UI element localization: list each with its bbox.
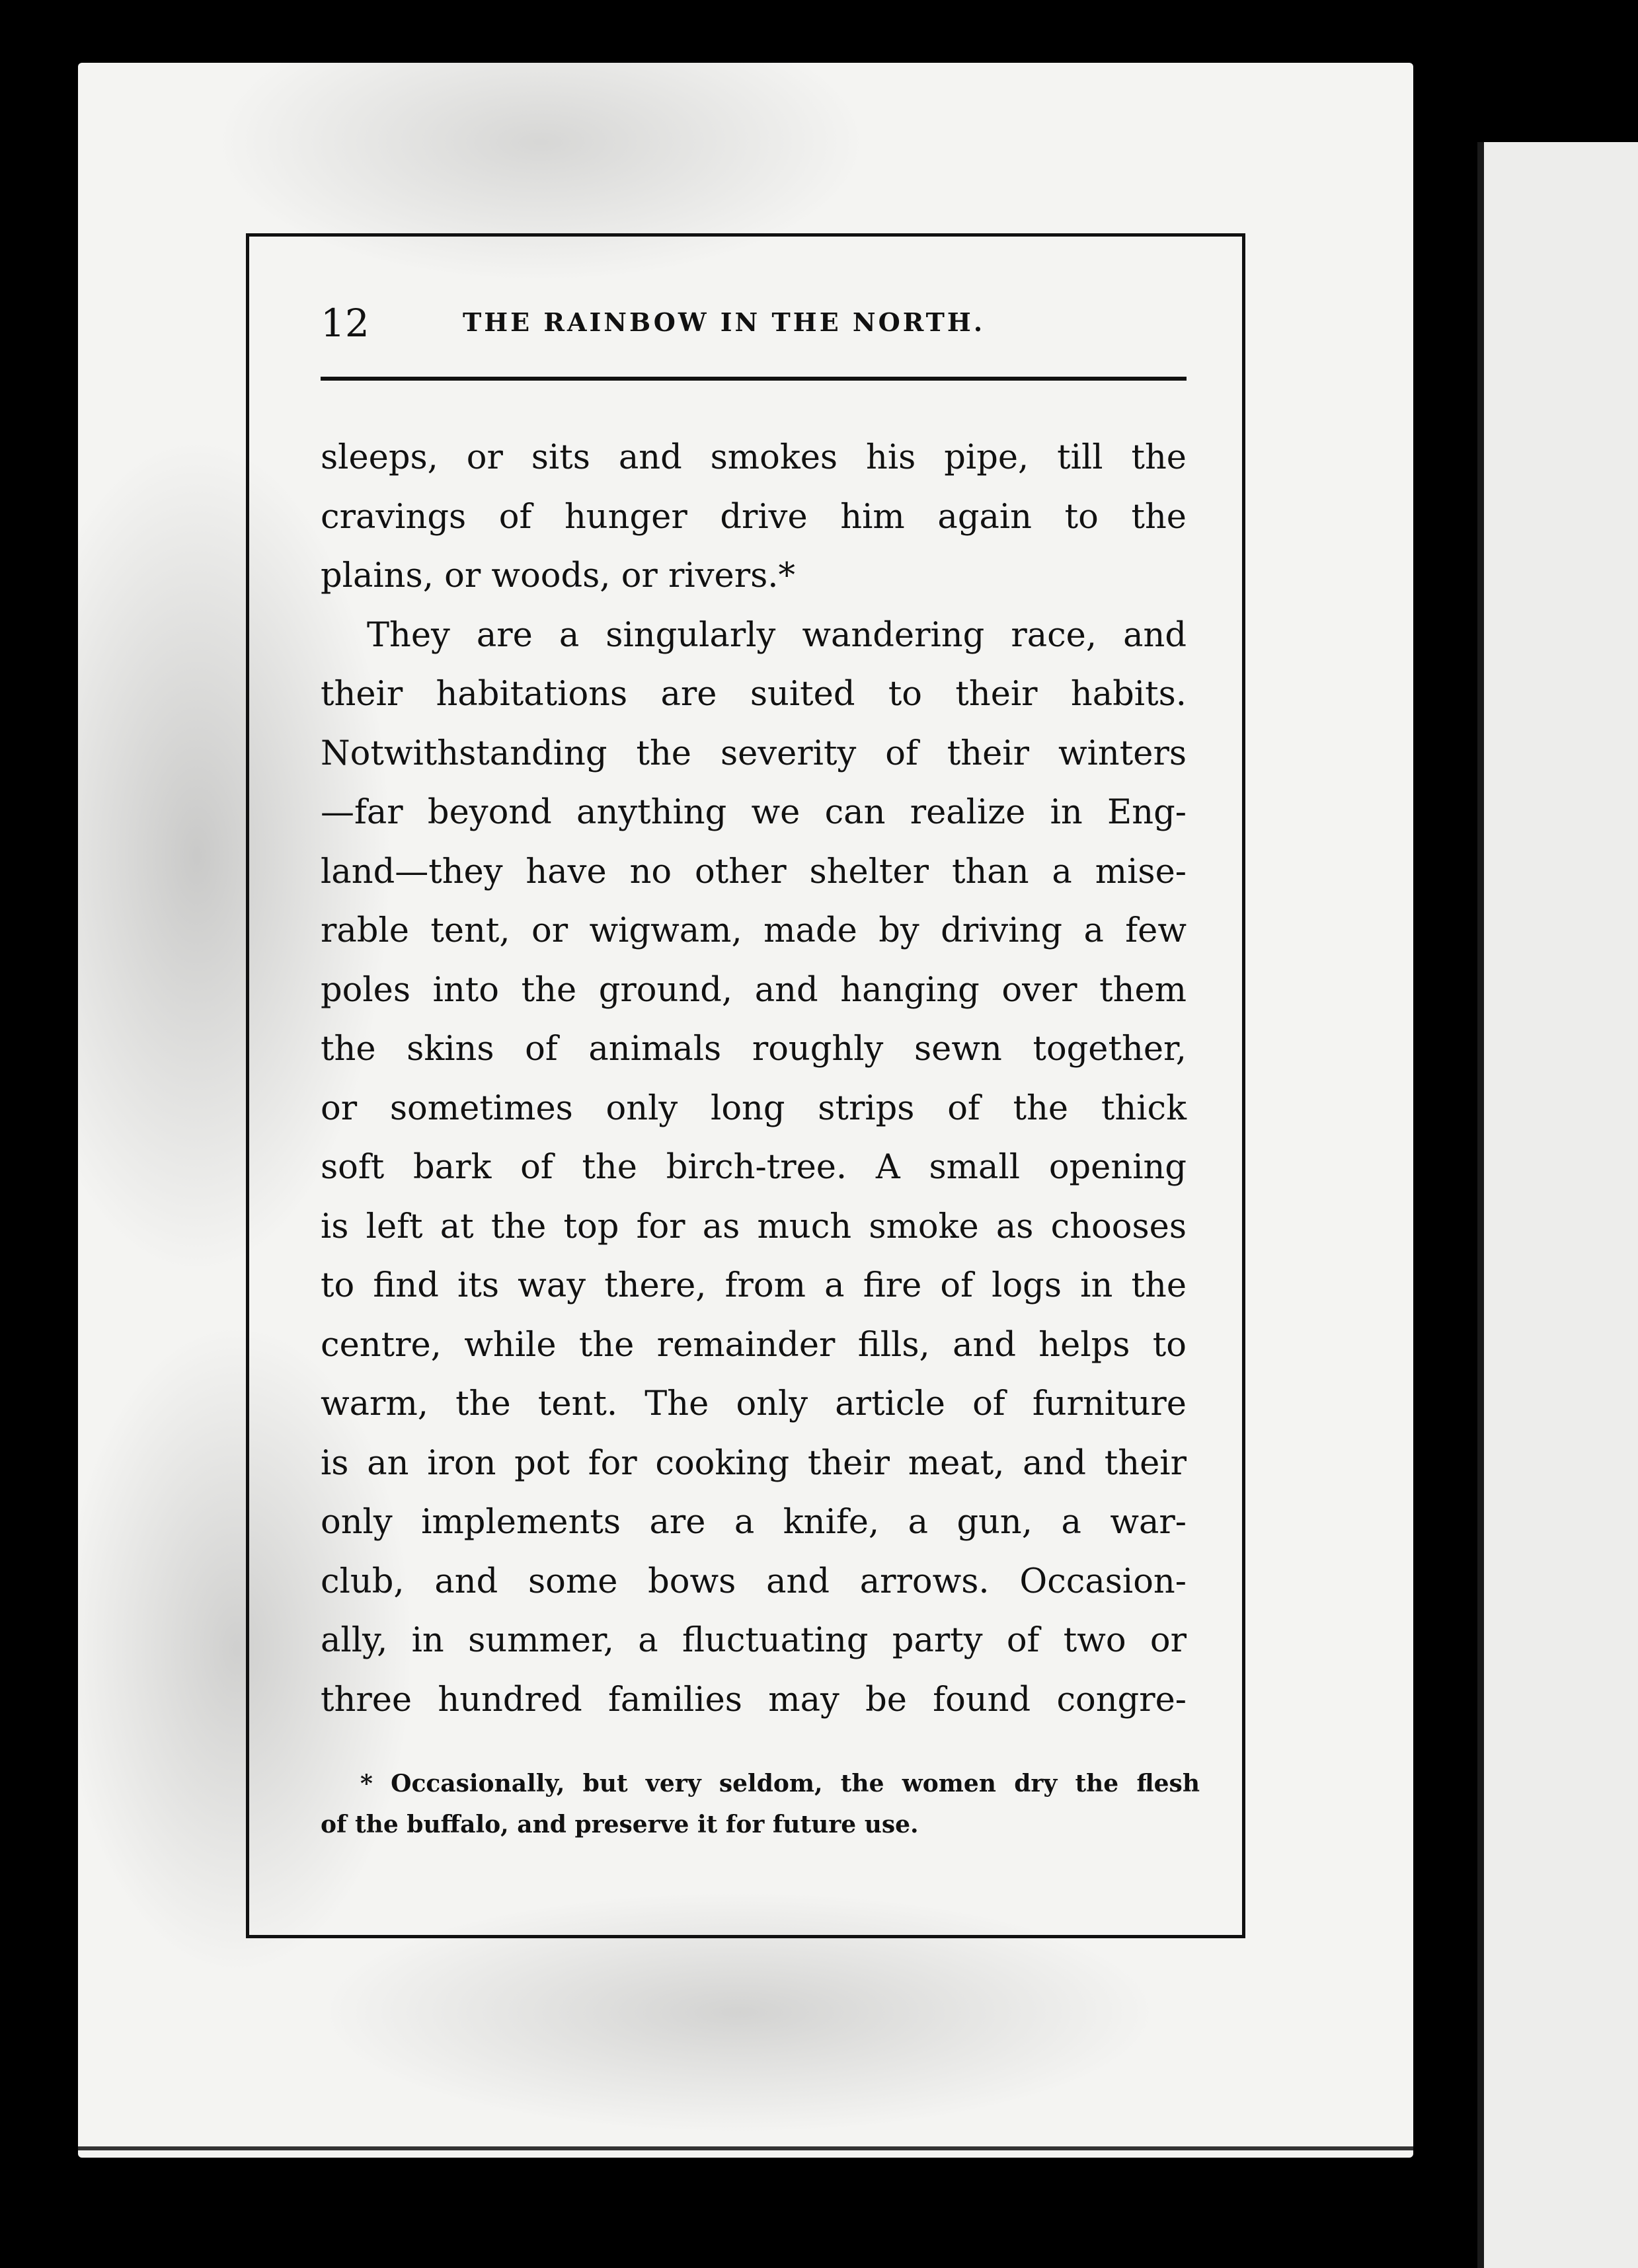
- text-line: ally, in summer, a fluctuating party of two or: [321, 1621, 1187, 1660]
- text-line: cravings of hunger drive him again to the: [321, 497, 1187, 537]
- body-text: [321, 428, 1187, 1729]
- text-line: warm, the tent. The only article of furniture: [321, 1384, 1187, 1423]
- text-line: land—they have no other shelter than a mise-: [321, 852, 1187, 891]
- running-head: [321, 301, 1180, 354]
- text-line: Notwithstanding the severity of their winters: [321, 734, 1187, 773]
- text-line: only implements are a knife, a gun, a war-: [321, 1503, 1187, 1542]
- text-line: rable tent, or wigwam, made by driving a few: [321, 911, 1187, 950]
- page-number: 12: [321, 301, 370, 346]
- text-line: to find its way there, from a fire of logs in the: [321, 1266, 1187, 1305]
- text-line: —far beyond anything we can realize in Eng-: [321, 793, 1187, 832]
- text-line: is an iron pot for cooking their meat, and their: [321, 1443, 1187, 1483]
- footnote-line: * Occasionally, but very seldom, the women dry the flesh: [360, 1770, 1200, 1797]
- text-line: three hundred families may be found congre-: [321, 1680, 1187, 1720]
- running-title: THE RAINBOW IN THE NORTH.: [463, 307, 986, 337]
- text-line: soft bark of the birch-tree. A small opening: [321, 1148, 1187, 1187]
- text-line: poles into the ground, and hanging over them: [321, 970, 1187, 1010]
- text-line: their habitations are suited to their habits.: [321, 675, 1187, 714]
- text-line: or sometimes only long strips of the thick: [321, 1088, 1187, 1128]
- text-line: sleeps, or sits and smokes his pipe, till the: [321, 438, 1187, 477]
- header-rule: [321, 377, 1187, 381]
- footnote: [321, 1763, 1200, 1845]
- text-line: the skins of animals roughly sewn together,: [321, 1030, 1187, 1069]
- text-line: is left at the top for as much smoke as chooses: [321, 1207, 1187, 1246]
- footnote-line: of the buffalo, and preserve it for future use.: [321, 1811, 919, 1838]
- page-bottom-edge: [78, 2146, 1413, 2150]
- adjacent-page-edge: [1477, 142, 1638, 2268]
- text-line: plains, or woods, or rivers.*: [321, 556, 795, 595]
- text-line: They are a singularly wandering race, and: [367, 615, 1187, 655]
- text-line: club, and some bows and arrows. Occasion-: [321, 1562, 1187, 1601]
- text-line: centre, while the remainder fills, and helps to: [321, 1325, 1187, 1365]
